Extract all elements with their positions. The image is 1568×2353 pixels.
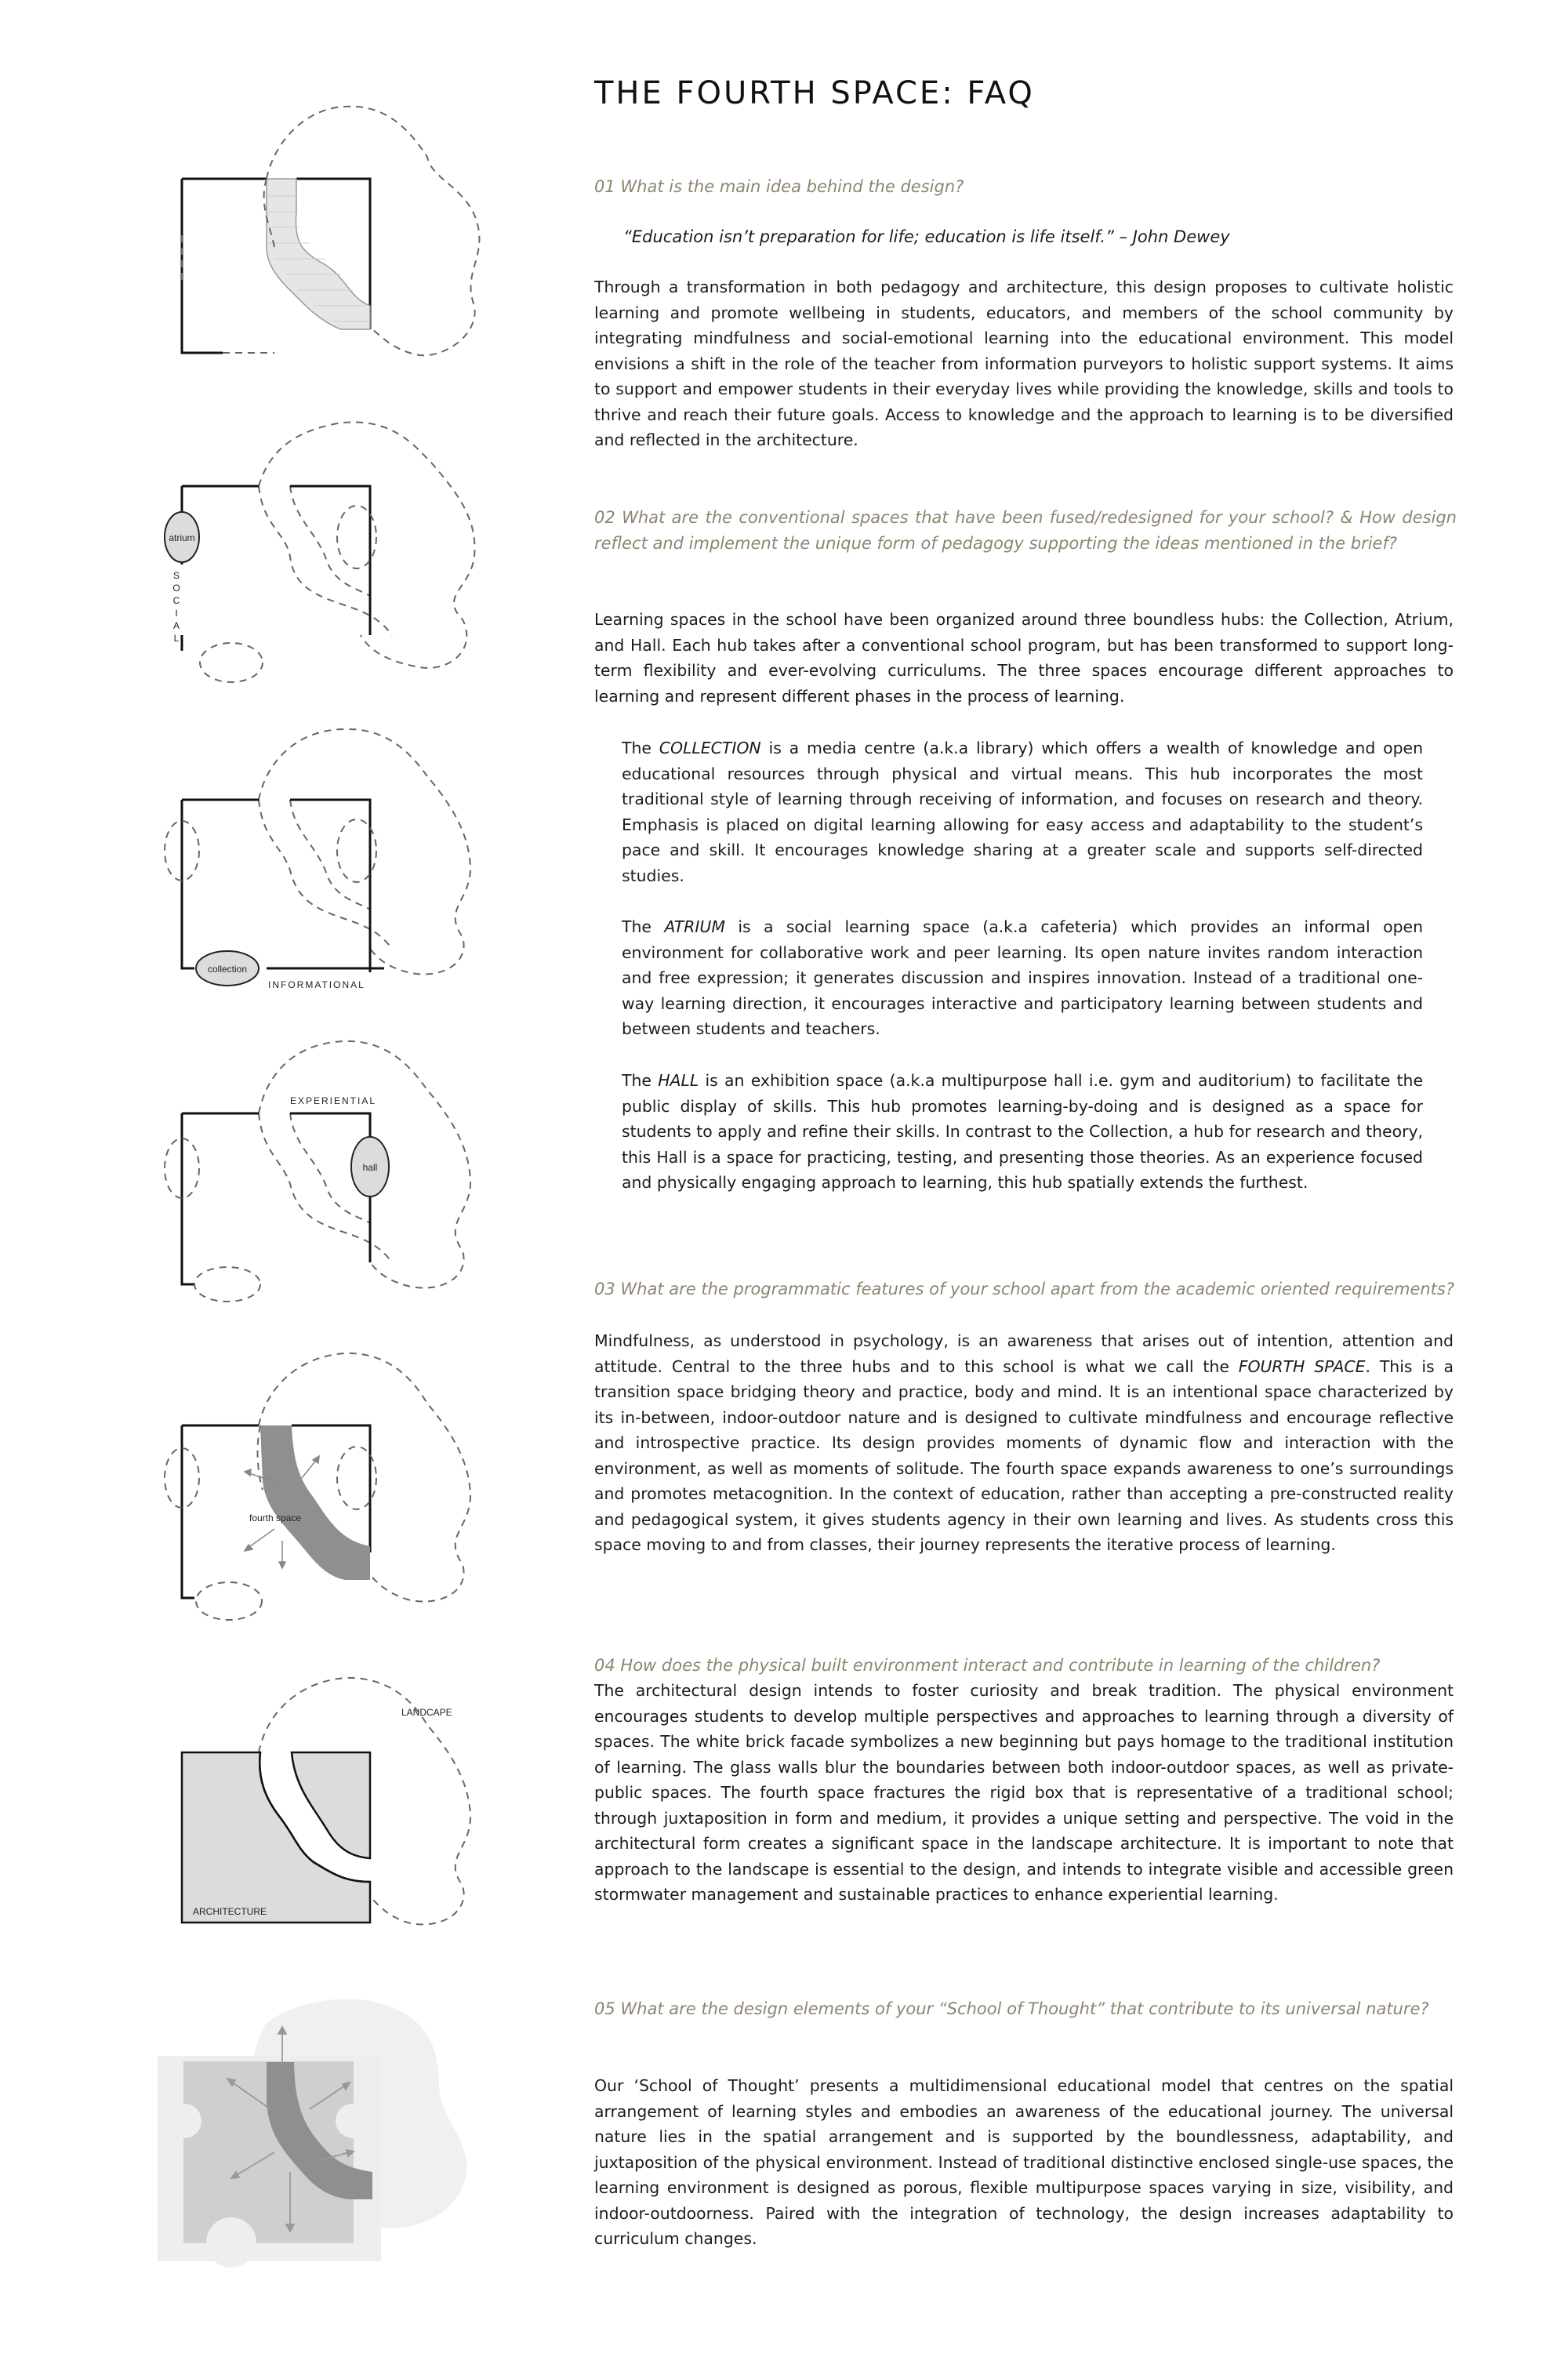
answer-01-paragraph: Through a transformation in both pedagogy and architecture, this design proposes to cultivate holistic learning and promote wellbeing in students, educators, and members of the school community by integrating mindfulness and social-emotional learning into the educational environment. This model envisions a shift in the role of the teacher from information purveyors to holistic support systems. It aims to support and empower students in their everyday lives while providing the knowledge, skills and tools to thrive and reach their future goals. Access to knowledge and the approach to learning is to be diversified and reflected in the architecture. <box>594 278 1454 449</box>
question-01: 01 What is the main idea behind the design? <box>594 177 964 196</box>
dewey-quote: “Education isn’t preparation for life; education is life itself.” – John Dewey <box>623 227 1230 246</box>
hall-term: HALL <box>658 1071 699 1090</box>
answer-03-paragraph: Mindfulness, as understood in psychology, is an awareness that arises out of intention, attention and attitude. Central to the three hubs and to this school is what we call the FOURTH SPACE. This is a transition space bridging theory and practice, body and mind. It is an intentional space characterized by its in-between, indoor-outdoor nature and is designed to cultivate mindfulness and encourage reflective and introspective practice. Its design provides moments of dynamic flow and interaction with the environment, as well as moments of solitude. The fourth space expands awareness to one’s surroundings and promotes metacognition. In the context of education, rather than accepting a pre-constructed reality and pedagogical system, it gives students agency in their own learning and lives. As students cross this space moving to and from classes, their journey represents the iterative process of learning. <box>594 1331 1454 1554</box>
hall-paragraph: The HALL is an exhibition space (a.k.a multipurpose hall i.e. gym and auditorium) to facilitate the public display of skills. This hub promotes learning-by-doing and is designed as a space for students to apply and refine their skills. In contrast to the Collection, a hub for research and theory, this Hall is a space for practicing, testing, and presenting those theories. As an experience focused and physically engaging approach to learning, this hub spatially extends the furthest. <box>622 1071 1424 1192</box>
collection-label: collection <box>207 964 248 975</box>
diagram-landscape-architecture <box>157 1654 502 1952</box>
diagram-collection <box>157 714 502 1004</box>
atrium-term: ATRIUM <box>664 917 725 936</box>
atrium-label: atrium <box>169 532 195 543</box>
diagram-universal-nature <box>157 1984 502 2274</box>
answer-02-paragraph: Learning spaces in the school have been organized around three boundless hubs: the Collection, Atrium, and Hall. Each hub takes after a conventional school program, but has been transformed to support long-term flexibility and ever-evolving curriculums. The three spaces encourage different approaches to learning and represent different phases in the process of learning. <box>594 610 1454 706</box>
diagram-atrium <box>157 400 502 698</box>
experiential-label: EXPERIENTIAL <box>290 1095 377 1106</box>
diagram-hall <box>157 1027 502 1317</box>
diagram-fourth-space <box>157 1341 502 1639</box>
fourth-space-term: FOURTH SPACE <box>1238 1356 1366 1376</box>
question-05: 05 What are the design elements of your “School of Thought” that contribute to its universal nature? <box>594 1999 1429 2018</box>
informational-label: INFORMATIONAL <box>268 979 365 990</box>
architecture-label: ARCHITECTURE <box>193 1906 267 1917</box>
diagram-main-idea <box>157 94 502 376</box>
hall-label: hall <box>362 1162 378 1173</box>
fourth-space-shape <box>260 1425 370 1580</box>
answer-04-paragraph: The architectural design intends to foster curiosity and break tradition. The physical environment encourages students to develop multiple perspectives and approaches to learning through a diversity of spaces. The white brick facade symbolizes a new beginning but pays homage to the traditional institution of learning. The glass walls blur the boundaries between both indoor-outdoor spaces, as well as private-public spaces. The fourth space fractures the rigid box that is representative of a traditional school; through juxtaposition in form and medium, it provides a unique setting and perspective. The void in the architectural form creates a significant space in the landscape architecture. It is important to note that approach to the landscape is essential to the design, and intends to integrate visible and accessible green stormwater management and sustainable practices to enhance experiential learning. <box>594 1681 1454 1904</box>
question-04: 04 How does the physical built environment interact and contribute in learning of the children? <box>594 1656 1381 1675</box>
collection-term: COLLECTION <box>659 739 761 757</box>
landscape-label: LANDCAPE <box>401 1707 452 1718</box>
fourth-space-label: fourth space <box>249 1512 302 1523</box>
atrium-paragraph: The ATRIUM is a social learning space (a.k.a cafeteria) which provides an informal open environment for collaborative work and peer learning. Its open nature invites random interaction and free expression; it generates discussion and inspires innovation. Instead of a traditional one-way learning direction, it encourages interactive and participatory learning between students and between students and teachers. <box>622 917 1423 1038</box>
social-label: S O C I A L <box>172 570 182 644</box>
page-title: THE FOURTH SPACE: FAQ <box>594 75 1035 111</box>
answer-05-paragraph: Our ‘School of Thought’ presents a multidimensional educational model that centres on the spatial arrangement of learning styles and embodies an awareness of the educational journey. The universal nature lies in the spatial arrangement and is supported by the boundlessness, adaptability, and juxtaposition of the physical environment. Instead of traditional distinctive enclosed single-use spaces, the learning environment is designed as porous, flexible multipurpose spaces varying in size, visibility, and indoor-outdoorness. Paired with the integration of technology, the design increases adaptability to curriculum changes. <box>594 2076 1454 2248</box>
question-02: 02 What are the conventional spaces that have been fused/redesigned for your school? & How design reflect and implement the unique form of pedagogy supporting the ideas mentioned in the brief? <box>594 508 1457 553</box>
question-03: 03 What are the programmatic features of your school apart from the academic oriented requirements? <box>594 1280 1455 1298</box>
collection-paragraph: The COLLECTION is a media centre (a.k.a library) which offers a wealth of knowledge and open educational resources through physical and virtual means. This hub incorporates the most traditional style of learning through receiving of information, and focuses on research and theory. Emphasis is placed on digital learning allowing for easy access and adaptability to the student’s pace and skill. It encourages knowledge sharing at a greater scale and supports self-directed studies. <box>622 739 1424 885</box>
